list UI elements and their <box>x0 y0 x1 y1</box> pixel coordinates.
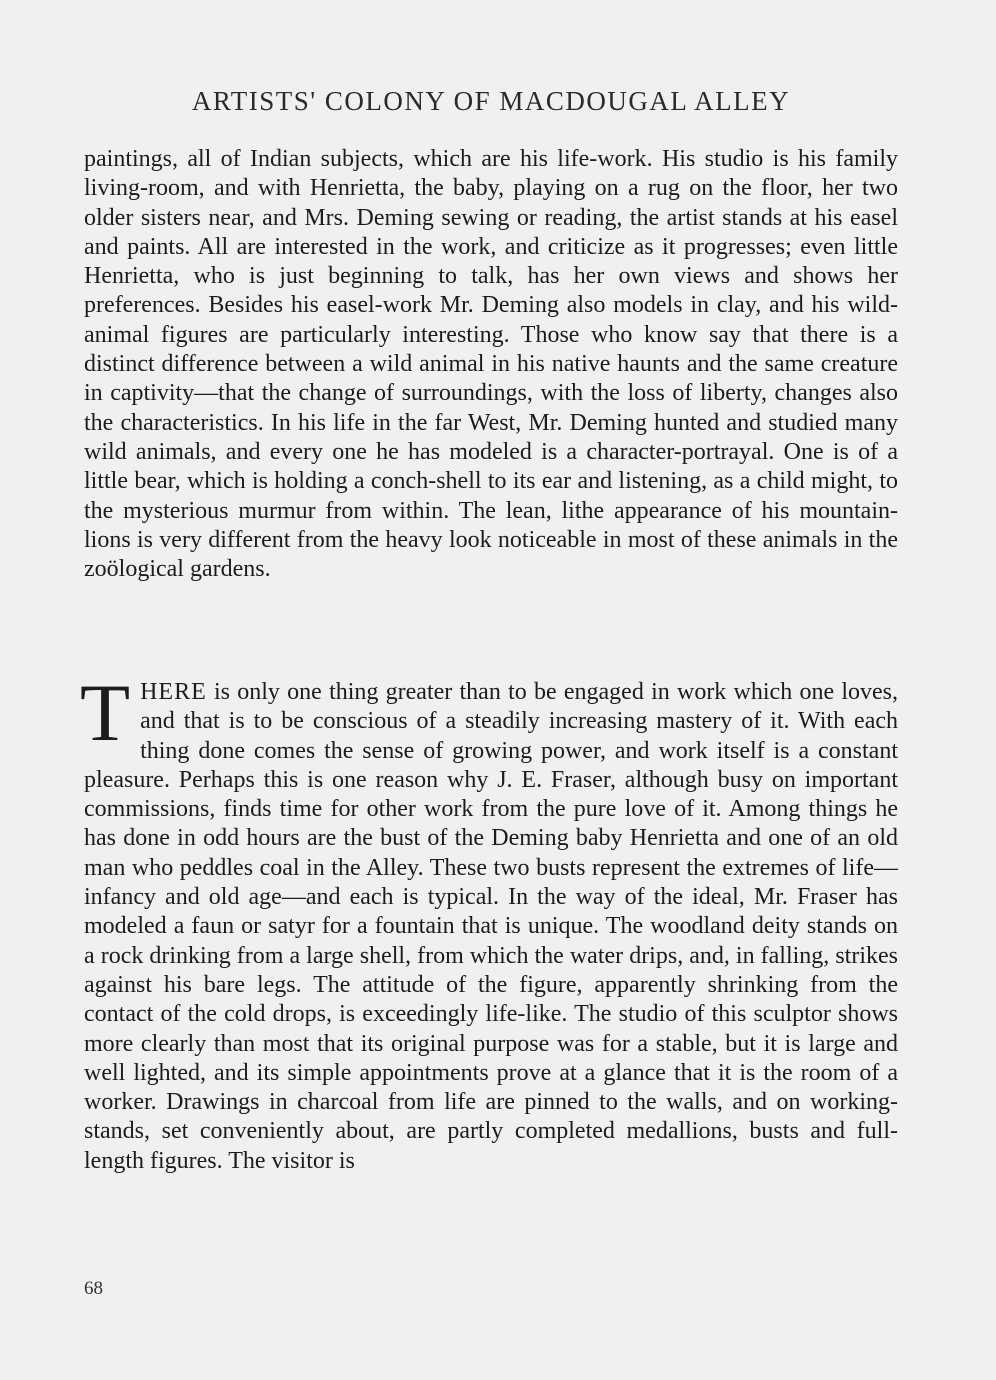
lead-in-word: HERE <box>140 679 207 705</box>
paragraph-fraser <box>80 667 898 1176</box>
paragraph-fraser-text: is only one thing greater than to be engaged in work which one loves, and that is to be conscious of a steadily increasing mastery of it. With each thing done comes the sense of growing power, and work itself is a constant pleasure. Perhaps this is one reason why J. E. Fraser, although busy on important commissions, finds time for other work from the pure love of it. Among things he has done in odd hours are the bust of the Deming baby Henrietta and one of an old man who peddles coal in the Alley. These two busts represent the extremes of life—infancy and old age—and each is typical. In the way of the ideal, Mr. Fraser has modeled a faun or satyr for a fountain that is unique. The woodland deity stands on a rock drinking from a large shell, from which the water drips, and, in falling, strikes against his bare legs. The attitude of the figure, apparently shrinking from the contact of the cold drops, is exceedingly life-like. The studio of this sculptor shows more clearly than most that its original purpose was for a stable, but it is large and well lighted, and its simple appointments prove at a glance that it is the room of a worker. Drawings in charcoal from life are pinned to the walls, and on working-stands, set conveniently about, are partly completed medallions, busts and full-length figures. The visitor is <box>84 679 898 1174</box>
running-head: ARTISTS' COLONY OF MACDOUGAL ALLEY <box>191 86 791 116</box>
drop-cap: T <box>80 667 131 758</box>
page-number: 68 <box>84 1278 103 1299</box>
paragraph-deming: paintings, all of Indian subjects, which are his life-work. His studio is his family living-room, and with Henrietta, the baby, playing on a rug on the floor, her two older sisters near, and Mrs. Deming sewing or reading, the artist stands at his easel and paints. All are interested in the work, and criticize as it progresses; even little Henrietta, who is just beginning to talk, has her own views and shows her preferences. Besides his easel-work Mr. Deming also models in clay, and his wild-animal figures are particularly interesting. Those who know say that there is a distinct difference between a wild animal in his native haunts and the same creature in captivity—that the change of surroundings, with the loss of liberty, changes also the characteristics. In his life in the far West, Mr. Deming hunted and studied many wild animals, and every one he has modeled is a character-portrayal. One is of a little bear, which is holding a conch-shell to its ear and listening, as a child might, to the mysterious murmur from within. The lean, lithe appearance of his mountain-lions is very different from the heavy look noticeable in most of these animals in the zoölogical gardens. <box>84 146 898 583</box>
